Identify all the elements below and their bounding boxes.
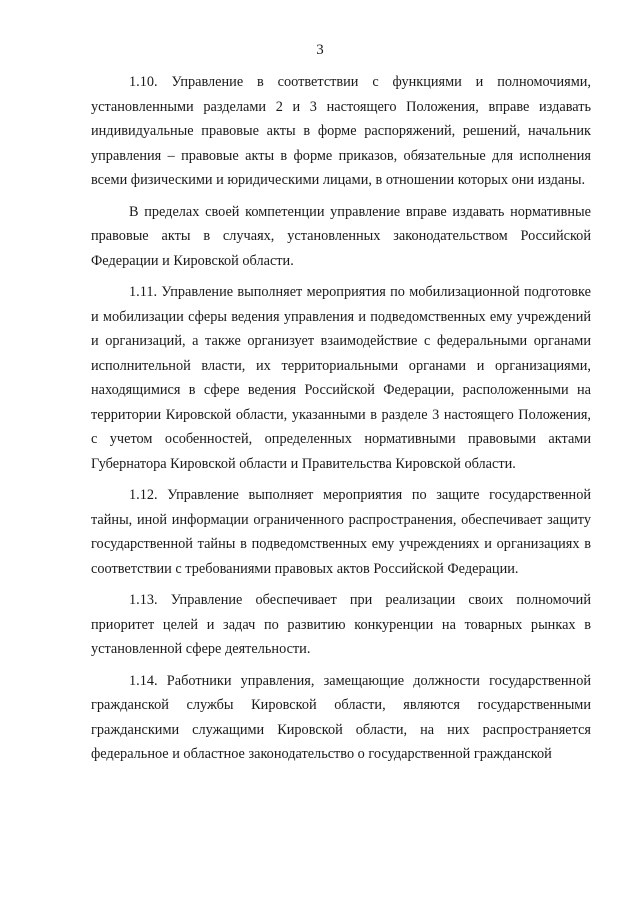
paragraph-1-12: 1.12. Управление выполняет мероприятия по защите государственной тайны, иной информации ограниченного распространения, обеспечивает защиту государственной тайны в подведомственных ему учреждениях и организациях в соответствии с требованиями правовых актов Российской Федерации. (91, 487, 591, 577)
paragraph-1-11: 1.11. Управление выполняет мероприятия по мобилизационной подготовке и мобилизации сферы ведения управления и подведомственных ему учреждений и организаций, а также организует взаимодействие с федеральными органами исполнительной власти, их территориальными органами и организациями, находящимися в сфере ведения Российской Федерации, расположенными на территории Кировской области, указанными в разделе 3 настоящего Положения, с учетом особенностей, определенных нормативными правовыми актами Губернатора Кировской области и Правительства Кировской области. (91, 284, 591, 472)
paragraph-spacer (91, 581, 591, 588)
paragraph-1-14: 1.14. Работники управления, замещающие должности государственной гражданской службы Кировской области, являются государственными гражданскими служащими Кировской области, на них распространяется федеральное и областное законодательство о государственной гражданской (91, 672, 591, 762)
paragraph-1-13: 1.13. Управление обеспечивает при реализации своих полномочий приоритет целей и задач по развитию конкуренции на товарных рынках в установленной сфере деятельности. (91, 592, 591, 657)
page-number: 3 (316, 42, 324, 58)
paragraph-normative-acts: В пределах своей компетенции управление вправе издавать нормативные правовые акты в случаях, установленных законодательством Российской Федерации и Кировской области. (91, 203, 591, 269)
paragraph-spacer (91, 476, 591, 483)
paragraph-spacer (91, 193, 591, 200)
paragraph-spacer (91, 662, 591, 669)
document-body (91, 70, 591, 767)
paragraph-1-10: 1.10. Управление в соответствии с функциями и полномочиями, установленными разделами 2 и 3 настоящего Положения, вправе издавать индивидуальные правовые акты в форме распоряжений, решений, начальник управления – правовые акты в форме приказов, обязательные для исполнения всеми физическими и юридическими лицами, в отношении которых они изданы. (91, 74, 591, 188)
paragraph-spacer (91, 273, 591, 280)
